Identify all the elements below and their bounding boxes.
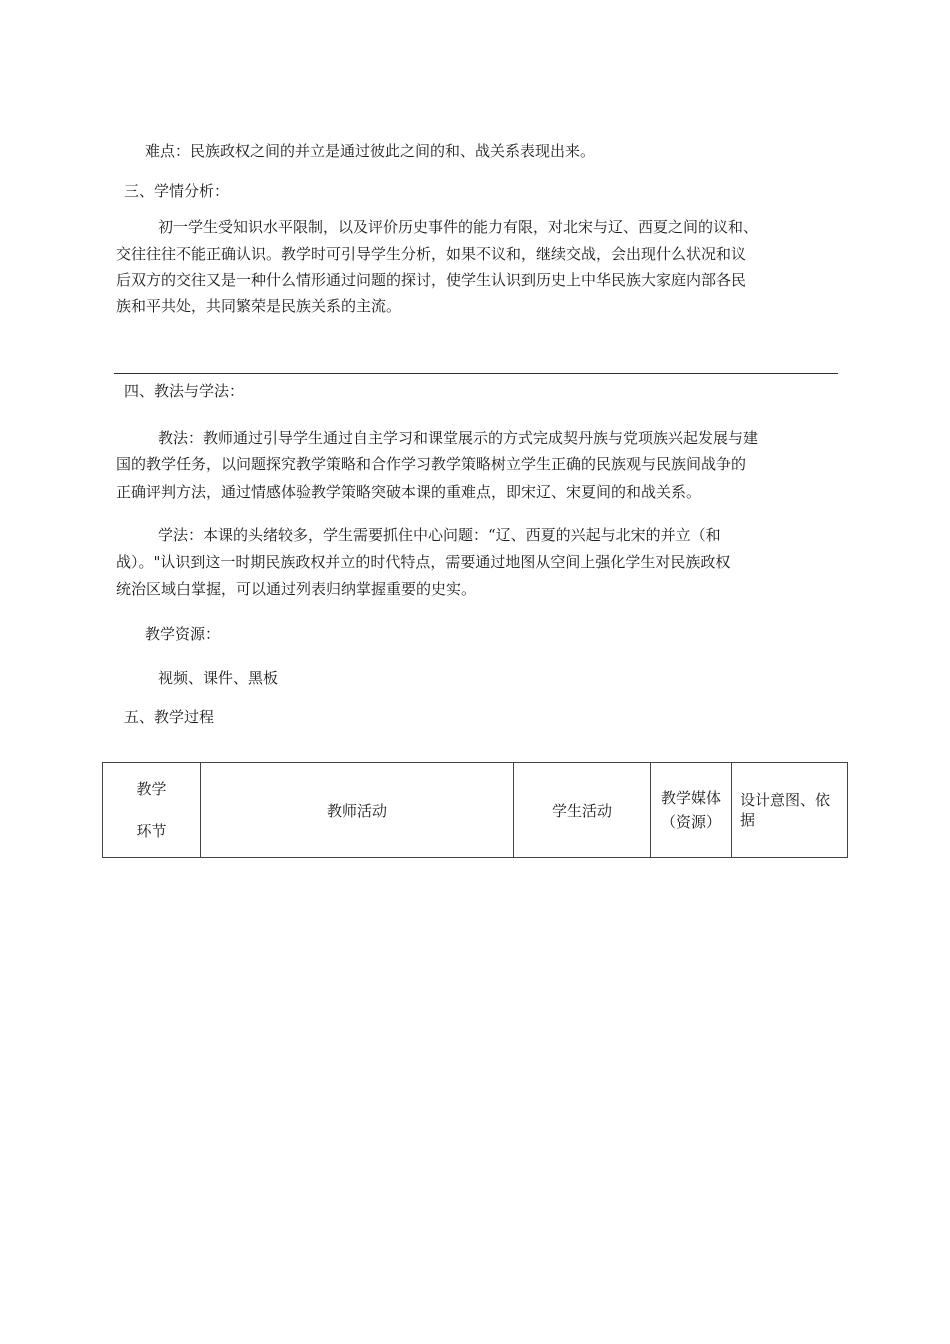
header-media-line-1: 教学媒体: [660, 789, 721, 807]
header-media-line-2: （资源）: [660, 813, 721, 831]
teaching-method-line-2: 国的教学任务，以问题探究教学策略和合作学习教学策略树立学生正确的民族观与民族间战争的: [116, 455, 747, 473]
section-3-line-4: 族和平共处，共同繁荣是民族关系的主流。: [116, 297, 402, 315]
teaching-method-line-3: 正确评判方法，通过情感体验教学策略突破本课的重难点，即宋辽、宋夏间的和战关系。: [116, 483, 702, 501]
header-student-activity: 学生活动: [514, 763, 651, 858]
section-4-title: 四、教法与学法：: [124, 382, 245, 400]
difficulty-text: 难点：民族政权之间的并立是通过彼此之间的和、战关系表现出来。: [145, 142, 596, 160]
resources-title: 教学资源：: [145, 625, 221, 643]
header-stage: [103, 763, 201, 858]
header-media: [651, 763, 732, 858]
header-stage-line-1: 教学: [136, 780, 167, 798]
learning-method-line-2: 战）。"认识到这一时期民族政权并立的时代特点，需要通过地图从空间上强化学生对民族政权: [116, 553, 731, 571]
section-3-title: 三、学情分析：: [124, 182, 230, 200]
section-3-line-1: 初一学生受知识水平限制，以及评价历史事件的能力有限，对北宋与辽、西夏之间的议和、: [158, 218, 759, 236]
header-design-line-2: 据: [740, 811, 756, 829]
learning-method-line-1: 学法：本课的头绪较多，学生需要抓住中心问题：“辽、西夏的兴起与北宋的并立（和: [158, 526, 721, 544]
section-divider: [114, 373, 838, 374]
teaching-method-line-1: 教法：教师通过引导学生通过自主学习和课堂展示的方式完成契丹族与党项族兴起发展与建: [158, 429, 759, 447]
header-design-line-1: 设计意图、依: [740, 791, 831, 809]
header-teacher-activity: 教师活动: [201, 763, 514, 858]
section-5-title: 五、教学过程: [124, 708, 215, 726]
header-stage-line-2: 环节: [136, 822, 167, 840]
table-header-row: [103, 763, 848, 858]
header-design-intent: [732, 763, 848, 858]
section-3-line-2: 交往往往不能正确认识。教学时可引导学生分析，如果不议和，继续交战，会出现什么状况和议: [116, 245, 747, 263]
learning-method-line-3: 统治区域白掌握，可以通过列表归纳掌握重要的史实。: [116, 580, 477, 598]
resources-text: 视频、课件、黑板: [158, 669, 279, 687]
section-3-line-3: 后双方的交往又是一种什么情形通过问题的探讨，使学生认识到历史上中华民族大家庭内部各民: [116, 271, 747, 289]
teaching-process-table: [102, 762, 848, 858]
